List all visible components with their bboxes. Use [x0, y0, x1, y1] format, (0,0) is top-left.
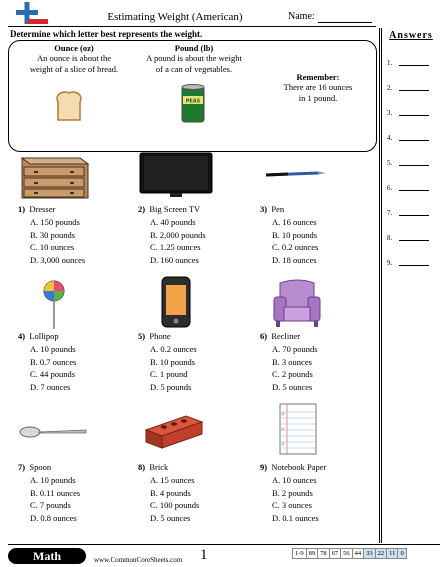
option-b[interactable]: B. 0.11 ounces	[30, 487, 81, 498]
footer-divider	[8, 544, 440, 545]
answers-divider-inner	[381, 28, 382, 543]
option-b[interactable]: B. 10 pounds	[272, 229, 318, 240]
option-d[interactable]: D. 5 ounces	[272, 382, 313, 393]
option-b[interactable]: B. 2,000 pounds	[150, 229, 206, 240]
problem-3-label: Pen	[271, 204, 285, 214]
bread-icon	[54, 90, 84, 122]
can-label: PEAS	[185, 98, 201, 105]
score-range: 1-9	[293, 549, 307, 559]
score-cell: 33	[364, 549, 376, 559]
option-d[interactable]: D. 5 pounds	[150, 382, 192, 393]
option-c[interactable]: C. 2 pounds	[272, 369, 313, 380]
pound-info	[138, 43, 250, 75]
problem-3: 3) Pen A. 16 ounces B. 10 pounds C. 0.2 ounces D. 18 ounces	[260, 203, 380, 267]
problem-9: 9) Notebook Paper A. 10 ounces B. 2 pounds C. 3 ounces D. 0.1 ounces	[260, 461, 380, 525]
option-a[interactable]: A. 70 pounds	[272, 343, 318, 354]
problem-4: 4) Lollipop A. 10 pounds B. 0.7 ounces C. 44 pounds D. 7 ounces	[18, 330, 138, 394]
score-cell: 67	[329, 549, 341, 559]
can-of-peas-icon	[180, 84, 206, 124]
score-table	[292, 548, 407, 559]
score-cell: 44	[352, 549, 364, 559]
problem-7-label: Spoon	[29, 462, 52, 472]
option-a[interactable]: A. 0.2 ounces	[150, 343, 197, 354]
page-number: 1	[200, 547, 208, 563]
option-d[interactable]: D. 3,000 ounces	[30, 255, 86, 266]
answer-slot-9[interactable]: 9.	[387, 257, 439, 271]
score-cell: 89	[306, 549, 318, 559]
answers-heading: Answers	[389, 30, 433, 41]
pen-icon	[258, 150, 338, 205]
remember-text-2: in 1 pound.	[298, 93, 338, 103]
score-cell: 56	[341, 549, 353, 559]
problem-4-label: Lollipop	[29, 331, 59, 341]
answer-slot-4[interactable]: 4.	[387, 132, 439, 146]
option-a[interactable]: A. 10 pounds	[30, 343, 76, 354]
pound-heading: Pound (lb)	[174, 43, 214, 53]
option-a[interactable]: A. 15 ounces	[150, 474, 195, 485]
problem-5-label: Phone	[149, 331, 171, 341]
answer-slot-3[interactable]: 3.	[387, 107, 439, 121]
option-a[interactable]: A. 10 ounces	[272, 474, 317, 485]
problem-9-label: Notebook Paper	[271, 462, 327, 472]
option-c[interactable]: C. 1.25 ounces	[150, 242, 201, 253]
spoon-icon	[14, 402, 94, 457]
tv-icon	[136, 150, 216, 205]
answer-slot-8[interactable]: 8.	[387, 232, 439, 246]
ounce-heading: Ounce (oz)	[54, 43, 94, 53]
math-badge: Math	[8, 548, 86, 564]
remember-heading: Remember:	[296, 72, 340, 82]
option-c[interactable]: C. 7 pounds	[30, 500, 71, 511]
page-title: Estimating Weight (American)	[107, 11, 243, 23]
option-c[interactable]: C. 10 ounces	[30, 242, 75, 253]
ounce-text-2: weight of a slice of bread.	[29, 64, 119, 74]
name-field[interactable]	[318, 22, 372, 23]
option-d[interactable]: D. 160 ounces	[150, 255, 199, 266]
remember-note	[262, 72, 374, 104]
score-cell: 11	[387, 549, 398, 559]
problem-6: 6) Recliner A. 70 pounds B. 3 ounces C. 2 pounds D. 5 ounces	[260, 330, 380, 394]
option-d[interactable]: D. 0.1 ounces	[272, 513, 319, 524]
answer-slot-5[interactable]: 5.	[387, 157, 439, 171]
score-cell: 0	[398, 549, 406, 559]
score-cell: 78	[318, 549, 330, 559]
option-c[interactable]: C. 1 pound	[150, 369, 188, 380]
option-b[interactable]: B. 2 pounds	[272, 487, 313, 498]
pound-text-2: of a can of vegetables.	[155, 64, 233, 74]
website-link[interactable]: www.CommonCoreSheets.com	[94, 556, 183, 564]
option-a[interactable]: A. 10 pounds	[30, 474, 76, 485]
answer-slot-6[interactable]: 6.	[387, 182, 439, 196]
problem-1: 1) Dresser A. 150 pounds B. 30 pounds C. 10 ounces D. 3,000 ounces	[18, 203, 138, 267]
option-b[interactable]: B. 0.7 ounces	[30, 356, 77, 367]
answer-slot-7[interactable]: 7.	[387, 207, 439, 221]
option-a[interactable]: A. 150 pounds	[30, 216, 80, 227]
option-b[interactable]: B. 4 pounds	[150, 487, 191, 498]
problem-6-label: Recliner	[271, 331, 301, 341]
problem-1-label: Dresser	[29, 204, 56, 214]
option-b[interactable]: B. 10 pounds	[150, 356, 196, 367]
dresser-icon	[14, 150, 94, 205]
instructions: Determine which letter best represents the weight.	[10, 29, 203, 39]
notebook-paper-icon	[258, 402, 338, 457]
option-b[interactable]: B. 30 pounds	[30, 229, 76, 240]
problem-7: 7) Spoon A. 10 pounds B. 0.11 ounces C. 7 pounds D. 0.8 ounces	[18, 461, 138, 525]
problem-2-label: Big Screen TV	[149, 204, 201, 214]
name-label: Name:	[288, 11, 315, 22]
problem-8-label: Brick	[149, 462, 169, 472]
remember-text-1: There are 16 ounces	[283, 82, 353, 92]
option-c[interactable]: C. 44 pounds	[30, 369, 76, 380]
phone-icon	[136, 275, 216, 330]
header-divider	[8, 26, 376, 27]
ounce-text-1: An ounce is about the	[36, 53, 112, 63]
answer-slot-2[interactable]: 2.	[387, 82, 439, 96]
option-c[interactable]: C. 3 ounces	[272, 500, 312, 511]
option-d[interactable]: D. 18 ounces	[272, 255, 317, 266]
lollipop-icon	[14, 275, 94, 330]
problem-8: 8) Brick A. 15 ounces B. 4 pounds C. 100 pounds D. 5 ounces	[138, 461, 258, 525]
option-d[interactable]: D. 7 ounces	[30, 382, 71, 393]
option-b[interactable]: B. 3 ounces	[272, 356, 312, 367]
option-c[interactable]: C. 100 pounds	[150, 500, 200, 511]
problem-2: 2) Big Screen TV A. 40 pounds B. 2,000 pounds C. 1.25 ounces D. 160 ounces	[138, 203, 258, 267]
option-d[interactable]: D. 5 ounces	[150, 513, 191, 524]
ounce-info	[18, 43, 130, 75]
option-a[interactable]: A. 16 ounces	[272, 216, 317, 227]
pound-text-1: A pound is about the weight	[146, 53, 242, 63]
score-cell: 22	[375, 549, 387, 559]
answer-slot-1[interactable]: 1.	[387, 57, 439, 71]
option-a[interactable]: A. 40 pounds	[150, 216, 196, 227]
option-c[interactable]: C. 0.2 ounces	[272, 242, 319, 253]
option-d[interactable]: D. 0.8 ounces	[30, 513, 77, 524]
recliner-icon	[258, 275, 338, 330]
problem-5: 5) Phone A. 0.2 ounces B. 10 pounds C. 1 pound D. 5 pounds	[138, 330, 258, 394]
brick-icon	[136, 402, 216, 457]
